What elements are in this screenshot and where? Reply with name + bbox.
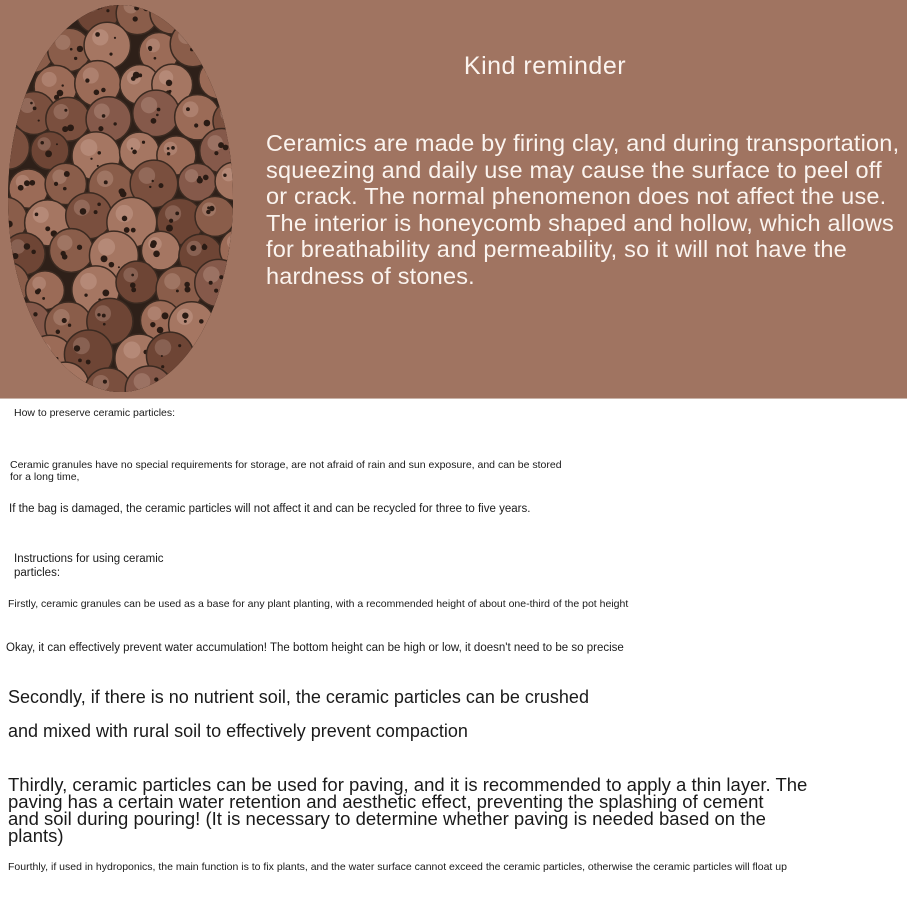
ceramic-granules-photo bbox=[8, 5, 233, 392]
instruction-third-4: plants) bbox=[8, 825, 64, 846]
instruction-third-3: and soil during pouring! (It is necessary to determine whether paving is needed based on the bbox=[8, 808, 766, 829]
instruction-third-1: Thirdly, ceramic particles can be used for paving, and it is recommended to apply a thin layer. The bbox=[8, 774, 808, 795]
banner-title: Kind reminder bbox=[463, 52, 627, 80]
preserve-heading: How to preserve ceramic particles: bbox=[14, 407, 176, 419]
instruction-second-1: Secondly, if there is no nutrient soil, the ceramic particles can be crushed bbox=[8, 687, 589, 707]
instruction-third-2: paving has a certain water retention and aesthetic effect, preventing the splashing of cement bbox=[8, 791, 764, 812]
instruction-fourth: Fourthly, if used in hydroponics, the main function is to fix plants, and the water surface cannot exceed the ceramic particles, otherwise the ceramic particles will float up bbox=[8, 861, 787, 873]
instruction-second-2: and mixed with rural soil to effectively prevent compaction bbox=[8, 721, 468, 741]
reminder-banner bbox=[0, 0, 907, 399]
instruction-first: Firstly, ceramic granules can be used as a base for any plant planting, with a recommended height of about one-third of the pot height bbox=[8, 598, 629, 610]
instructions-heading-1: Instructions for using ceramic bbox=[14, 553, 164, 565]
instructions-heading-2: particles: bbox=[14, 567, 61, 579]
preserve-line-2: for a long time, bbox=[10, 471, 80, 483]
preserve-line-1: Ceramic granules have no special requirements for storage, are not afraid of rain and sun exposure, and can be stored bbox=[10, 459, 562, 471]
banner-text: Ceramics are made by firing clay, and during transportation, squeezing and daily use may cause the surface to peel off or crack. The normal phenomenon does not affect the use. The interior is honeycomb shaped and hollow, which allows for breathability and permeability, so it will not have the hardness of stones. bbox=[266, 130, 900, 289]
granules-image bbox=[8, 5, 233, 392]
preserve-line-3: If the bag is damaged, the ceramic particles will not affect it and can be recycled for three to five years. bbox=[9, 503, 531, 515]
instruction-okay: Okay, it can effectively prevent water accumulation! The bottom height can be high or low, it doesn't need to be so precise bbox=[6, 642, 624, 654]
